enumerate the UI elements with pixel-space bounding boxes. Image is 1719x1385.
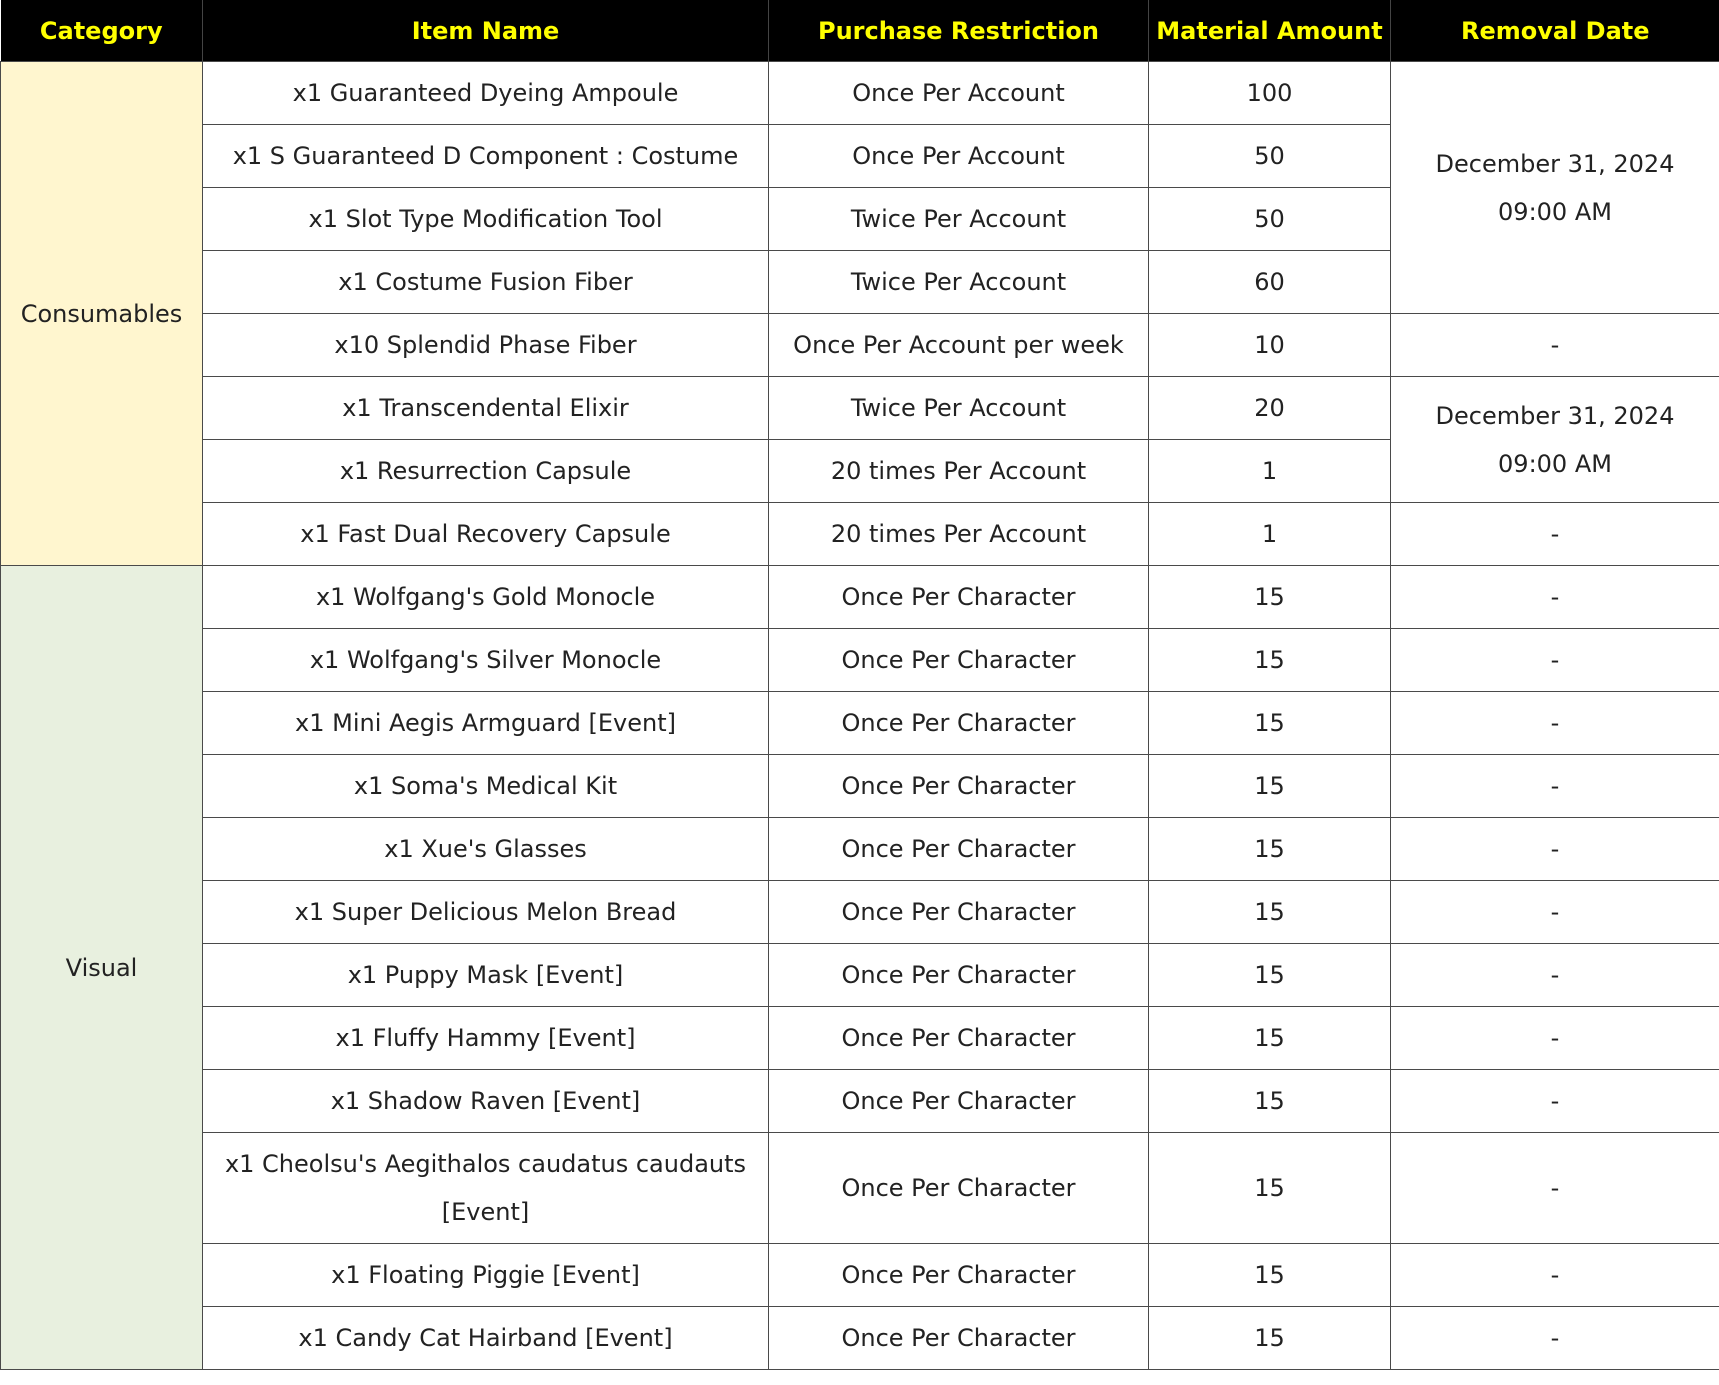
item-name-cell: x1 Wolfgang's Silver Monocle [203,629,769,692]
amount-cell: 15 [1149,755,1391,818]
item-name-cell: x1 Slot Type Modification Tool [203,188,769,251]
removal-date-cell: - [1391,1133,1719,1244]
item-name-cell: x1 Xue's Glasses [203,818,769,881]
table-row [1,1007,1719,1070]
removal-date-cell: - [1391,1307,1719,1370]
item-name-cell: x1 Puppy Mask [Event] [203,944,769,1007]
amount-cell: 50 [1149,188,1391,251]
item-name-cell: x1 Guaranteed Dyeing Ampoule [203,62,769,125]
table-row [1,818,1719,881]
amount-cell: 15 [1149,944,1391,1007]
item-name-cell: x1 Mini Aegis Armguard [Event] [203,692,769,755]
removal-date-cell: - [1391,881,1719,944]
removal-date-cell: - [1391,1070,1719,1133]
removal-date-cell: - [1391,503,1719,566]
restriction-cell: Once Per Account per week [769,314,1149,377]
removal-date-cell: - [1391,692,1719,755]
table-row [1,62,1719,125]
removal-date-cell: - [1391,629,1719,692]
header-removal-date: Removal Date [1391,0,1719,62]
restriction-cell: Once Per Character [769,755,1149,818]
restriction-cell: Once Per Character [769,1307,1149,1370]
removal-date-cell: - [1391,314,1719,377]
restriction-cell: Twice Per Account [769,251,1149,314]
header-material-amount: Material Amount [1149,0,1391,62]
table-row [1,1244,1719,1307]
item-name-cell: x1 Floating Piggie [Event] [203,1244,769,1307]
table-row [1,692,1719,755]
table-row [1,377,1719,440]
removal-date-cell: December 31, 2024 09:00 AM [1391,62,1719,314]
restriction-cell: Once Per Character [769,818,1149,881]
amount-cell: 15 [1149,881,1391,944]
category-cell-consumables: Consumables [1,62,203,566]
category-cell-visual: Visual [1,566,203,1370]
removal-date-cell: - [1391,1244,1719,1307]
header-item-name: Item Name [203,0,769,62]
table-row [1,755,1719,818]
item-name-cell: x1 Cheolsu's Aegithalos caudatus caudauts [Event] [203,1133,769,1244]
restriction-cell: Once Per Character [769,881,1149,944]
amount-cell: 15 [1149,1070,1391,1133]
table-header-row [1,0,1719,62]
restriction-cell: Once Per Character [769,1133,1149,1244]
restriction-cell: Once Per Character [769,1007,1149,1070]
amount-cell: 15 [1149,1007,1391,1070]
amount-cell: 15 [1149,1307,1391,1370]
item-name-cell: x1 Soma's Medical Kit [203,755,769,818]
removal-date-cell: - [1391,755,1719,818]
restriction-cell: Once Per Character [769,629,1149,692]
amount-cell: 10 [1149,314,1391,377]
restriction-cell: 20 times Per Account [769,440,1149,503]
amount-cell: 15 [1149,629,1391,692]
header-category: Category [1,0,203,62]
item-name-cell: x1 Fluffy Hammy [Event] [203,1007,769,1070]
amount-cell: 20 [1149,377,1391,440]
amount-cell: 1 [1149,440,1391,503]
amount-cell: 15 [1149,1133,1391,1244]
item-name-cell: x1 Shadow Raven [Event] [203,1070,769,1133]
amount-cell: 50 [1149,125,1391,188]
restriction-cell: Once Per Character [769,1070,1149,1133]
amount-cell: 100 [1149,62,1391,125]
table-row [1,881,1719,944]
item-name-cell: x1 Candy Cat Hairband [Event] [203,1307,769,1370]
table-row [1,503,1719,566]
item-name-cell: x1 Super Delicious Melon Bread [203,881,769,944]
table-row [1,944,1719,1007]
restriction-cell: Once Per Account [769,125,1149,188]
table-row [1,566,1719,629]
restriction-cell: Once Per Character [769,692,1149,755]
restriction-cell: Once Per Character [769,566,1149,629]
table-row [1,1307,1719,1370]
item-name-cell: x1 Resurrection Capsule [203,440,769,503]
amount-cell: 15 [1149,692,1391,755]
removal-date-cell: - [1391,566,1719,629]
restriction-cell: Once Per Character [769,1244,1149,1307]
amount-cell: 15 [1149,818,1391,881]
removal-date-cell: December 31, 2024 09:00 AM [1391,377,1719,503]
amount-cell: 60 [1149,251,1391,314]
restriction-cell: Twice Per Account [769,188,1149,251]
item-name-cell: x1 Costume Fusion Fiber [203,251,769,314]
item-name-cell: x1 Fast Dual Recovery Capsule [203,503,769,566]
restriction-cell: Once Per Character [769,944,1149,1007]
removal-date-cell: - [1391,818,1719,881]
restriction-cell: Once Per Account [769,62,1149,125]
removal-date-cell: - [1391,944,1719,1007]
removal-date-cell: - [1391,1007,1719,1070]
header-purchase-restriction: Purchase Restriction [769,0,1149,62]
restriction-cell: 20 times Per Account [769,503,1149,566]
amount-cell: 1 [1149,503,1391,566]
table-row [1,629,1719,692]
amount-cell: 15 [1149,1244,1391,1307]
item-name-cell: x1 Transcendental Elixir [203,377,769,440]
amount-cell: 15 [1149,566,1391,629]
item-name-cell: x1 Wolfgang's Gold Monocle [203,566,769,629]
table-row [1,1070,1719,1133]
restriction-cell: Twice Per Account [769,377,1149,440]
item-name-cell: x10 Splendid Phase Fiber [203,314,769,377]
item-name-cell: x1 S Guaranteed D Component : Costume [203,125,769,188]
table-row [1,1133,1719,1244]
table-row [1,314,1719,377]
